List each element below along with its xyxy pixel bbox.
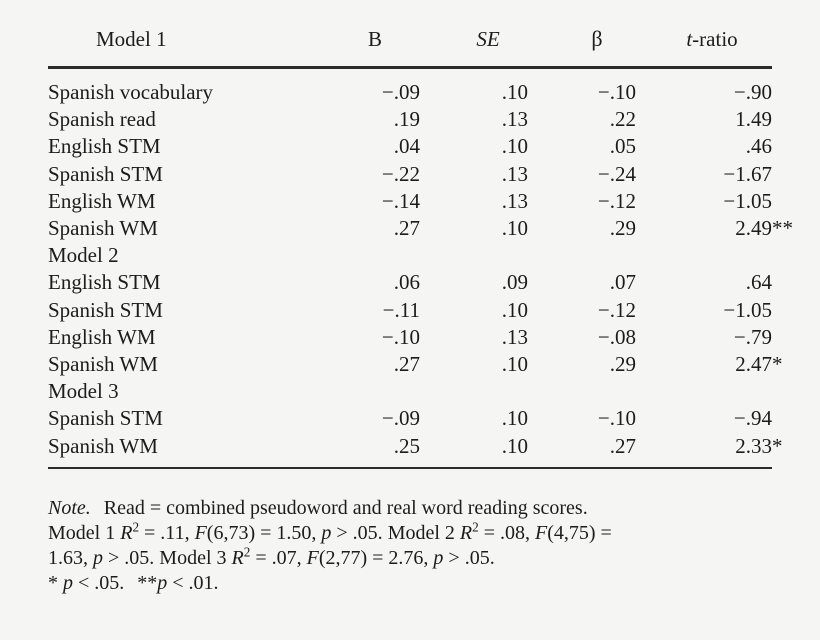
significance-stars: * bbox=[772, 352, 783, 377]
cell-t-ratio bbox=[658, 215, 793, 242]
footnote-model3-f: (2,77) = 2.76, bbox=[318, 547, 429, 569]
t-ratio-value: −1.05 bbox=[723, 188, 772, 213]
row-label: English STM bbox=[48, 270, 161, 295]
footnote-model1-p: > .05. bbox=[336, 522, 383, 544]
row-label: Spanish WM bbox=[48, 433, 158, 458]
cell-b: .27 bbox=[393, 352, 420, 377]
column-header-se: SE bbox=[476, 27, 500, 51]
table-header bbox=[48, 26, 772, 69]
cell-t-ratio bbox=[658, 106, 772, 133]
footnote-p-05: < .05. bbox=[78, 572, 125, 594]
row-label: English STM bbox=[48, 134, 161, 159]
cell-se: .13 bbox=[501, 107, 528, 132]
body-spacer bbox=[48, 460, 772, 468]
cell-b: −.22 bbox=[381, 161, 420, 186]
table-body bbox=[48, 69, 793, 469]
cell-beta: −.12 bbox=[597, 188, 636, 213]
row-label: Model 2 bbox=[48, 243, 119, 268]
cell-se: .10 bbox=[501, 406, 528, 431]
footnote-p-01: < .01. bbox=[172, 572, 219, 594]
cell-beta: .07 bbox=[609, 270, 636, 295]
cell-b: −.11 bbox=[382, 297, 420, 322]
row-label: Spanish read bbox=[48, 107, 156, 132]
cell-beta: −.10 bbox=[597, 80, 636, 104]
table-row bbox=[48, 405, 772, 432]
footnote-model3-p: > .05. bbox=[448, 547, 495, 569]
cell-se bbox=[434, 242, 546, 269]
cell-beta: −.24 bbox=[597, 161, 636, 186]
cell-se: .10 bbox=[501, 352, 528, 377]
cell-se: .10 bbox=[501, 297, 528, 322]
footnote-double-star: ** bbox=[137, 572, 158, 594]
column-header-t-ratio: t-ratio bbox=[686, 27, 738, 51]
column-header-b: B bbox=[367, 27, 382, 51]
table-footnote bbox=[48, 496, 778, 596]
row-label: Spanish WM bbox=[48, 216, 158, 241]
cell-se: .10 bbox=[501, 80, 528, 104]
table-row bbox=[48, 161, 772, 188]
table-row bbox=[48, 133, 772, 160]
cell-b bbox=[322, 378, 434, 405]
cell-beta: −.12 bbox=[597, 297, 636, 322]
cell-beta: .29 bbox=[609, 216, 636, 241]
cell-t-ratio bbox=[658, 161, 772, 188]
row-label: Model 3 bbox=[48, 379, 119, 404]
table-row bbox=[48, 79, 772, 106]
footnote-model2-f: (4,75) = bbox=[547, 522, 612, 544]
footnote-model3-r2: = .07, bbox=[255, 547, 302, 569]
cell-t-ratio bbox=[658, 133, 772, 160]
cell-se: .10 bbox=[501, 216, 528, 241]
table-row bbox=[48, 106, 772, 133]
significance-stars: ** bbox=[772, 216, 793, 241]
table-row bbox=[48, 297, 772, 324]
cell-t-ratio bbox=[658, 188, 772, 215]
cell-beta: .27 bbox=[609, 433, 636, 458]
table-row bbox=[48, 433, 772, 460]
cell-t-ratio bbox=[658, 79, 772, 106]
header-row bbox=[48, 26, 772, 68]
table-row bbox=[48, 215, 772, 242]
t-ratio-value: 2.47 bbox=[735, 352, 772, 377]
row-label: Spanish WM bbox=[48, 352, 158, 377]
cell-b bbox=[322, 242, 434, 269]
header-spacer bbox=[48, 69, 772, 79]
table-row bbox=[48, 351, 772, 378]
cell-beta: −.08 bbox=[597, 324, 636, 349]
cell-b: .04 bbox=[393, 134, 420, 159]
t-ratio-value: 2.49 bbox=[735, 216, 772, 241]
footnote-model2-label: Model 2 bbox=[387, 522, 455, 544]
cell-beta: .29 bbox=[609, 352, 636, 377]
t-ratio-value: −.79 bbox=[733, 324, 772, 349]
regression-results-table bbox=[48, 26, 793, 469]
cell-se: .13 bbox=[501, 188, 528, 213]
cell-beta: .22 bbox=[609, 107, 636, 132]
footnote-model1-f: (6,73) = 1.50, bbox=[206, 522, 317, 544]
footnote-line-2: Model 1 $R^2 = .11$, F(6,73) = 1.50, p > .05. Model 2 $R^2 = .08$, F(4,75) = bbox=[48, 519, 612, 544]
cell-se: .13 bbox=[501, 161, 528, 186]
bottom-rule bbox=[48, 468, 772, 469]
cell-se: .10 bbox=[501, 134, 528, 159]
t-ratio-value: −.90 bbox=[733, 80, 772, 104]
cell-b: −.09 bbox=[381, 406, 420, 431]
footnote-note-label: Note. bbox=[48, 497, 91, 519]
t-ratio-value: −1.67 bbox=[723, 161, 772, 186]
cell-t-ratio bbox=[658, 378, 772, 405]
footnote-line-1 bbox=[48, 496, 778, 521]
cell-se: .10 bbox=[501, 433, 528, 458]
row-label: English WM bbox=[48, 324, 156, 349]
cell-b: −.10 bbox=[381, 324, 420, 349]
cell-t-ratio bbox=[658, 242, 772, 269]
footnote-model1-label: Model 1 bbox=[48, 522, 116, 544]
footnote-model3-label: Model 3 bbox=[159, 547, 227, 569]
table-section-row bbox=[48, 242, 772, 269]
footnote-line-4: * p < .05. **p < .01. bbox=[48, 572, 219, 594]
statistical-table-container bbox=[48, 26, 793, 469]
t-ratio-value: 2.33 bbox=[735, 433, 772, 458]
cell-beta bbox=[546, 378, 658, 405]
column-header-beta: β bbox=[591, 26, 603, 51]
footnote-single-star: * bbox=[48, 572, 58, 594]
footnote-model2-f-value: 1.63, bbox=[48, 547, 88, 569]
cell-b: −.14 bbox=[381, 188, 420, 213]
cell-b: −.09 bbox=[381, 80, 420, 104]
cell-se: .09 bbox=[501, 270, 528, 295]
column-header-model: Model 1 bbox=[96, 27, 167, 51]
cell-beta: .05 bbox=[609, 134, 636, 159]
footnote-model2-r2: = .08, bbox=[483, 522, 530, 544]
cell-b: .27 bbox=[393, 216, 420, 241]
cell-t-ratio bbox=[658, 351, 783, 378]
significance-stars: * bbox=[772, 433, 783, 458]
cell-t-ratio bbox=[658, 433, 783, 460]
cell-beta bbox=[546, 242, 658, 269]
row-label: Spanish STM bbox=[48, 297, 163, 322]
table-row bbox=[48, 324, 772, 351]
cell-se: .13 bbox=[501, 324, 528, 349]
footnote-line-1-text: Read = combined pseudoword and real word reading scores. bbox=[103, 497, 588, 519]
t-ratio-value: .46 bbox=[745, 134, 772, 159]
cell-t-ratio bbox=[658, 269, 772, 296]
cell-se bbox=[434, 378, 546, 405]
cell-b: .25 bbox=[393, 433, 420, 458]
row-label: Spanish STM bbox=[48, 406, 163, 431]
cell-t-ratio bbox=[658, 324, 772, 351]
row-label: Spanish vocabulary bbox=[48, 80, 214, 104]
cell-b: .06 bbox=[393, 270, 420, 295]
cell-beta: −.10 bbox=[597, 406, 636, 431]
cell-t-ratio bbox=[658, 297, 772, 324]
footnote-model1-r2: = .11, bbox=[144, 522, 190, 544]
t-ratio-value: 1.49 bbox=[735, 107, 772, 132]
t-ratio-value: −1.05 bbox=[723, 297, 772, 322]
table-row bbox=[48, 188, 772, 215]
row-label: English WM bbox=[48, 188, 156, 213]
cell-t-ratio bbox=[658, 405, 772, 432]
footnote-model2-p: > .05. bbox=[108, 547, 155, 569]
table-row bbox=[48, 269, 772, 296]
cell-b: .19 bbox=[393, 107, 420, 132]
row-label: Spanish STM bbox=[48, 161, 163, 186]
t-ratio-value: −.94 bbox=[733, 406, 772, 431]
footnote-line-3: 1.63, p > .05. Model 3 $R^2 = .07$, F(2,77) = 2.76, p > .05. bbox=[48, 544, 495, 569]
t-ratio-value: .64 bbox=[745, 270, 772, 295]
table-section-row bbox=[48, 378, 772, 405]
